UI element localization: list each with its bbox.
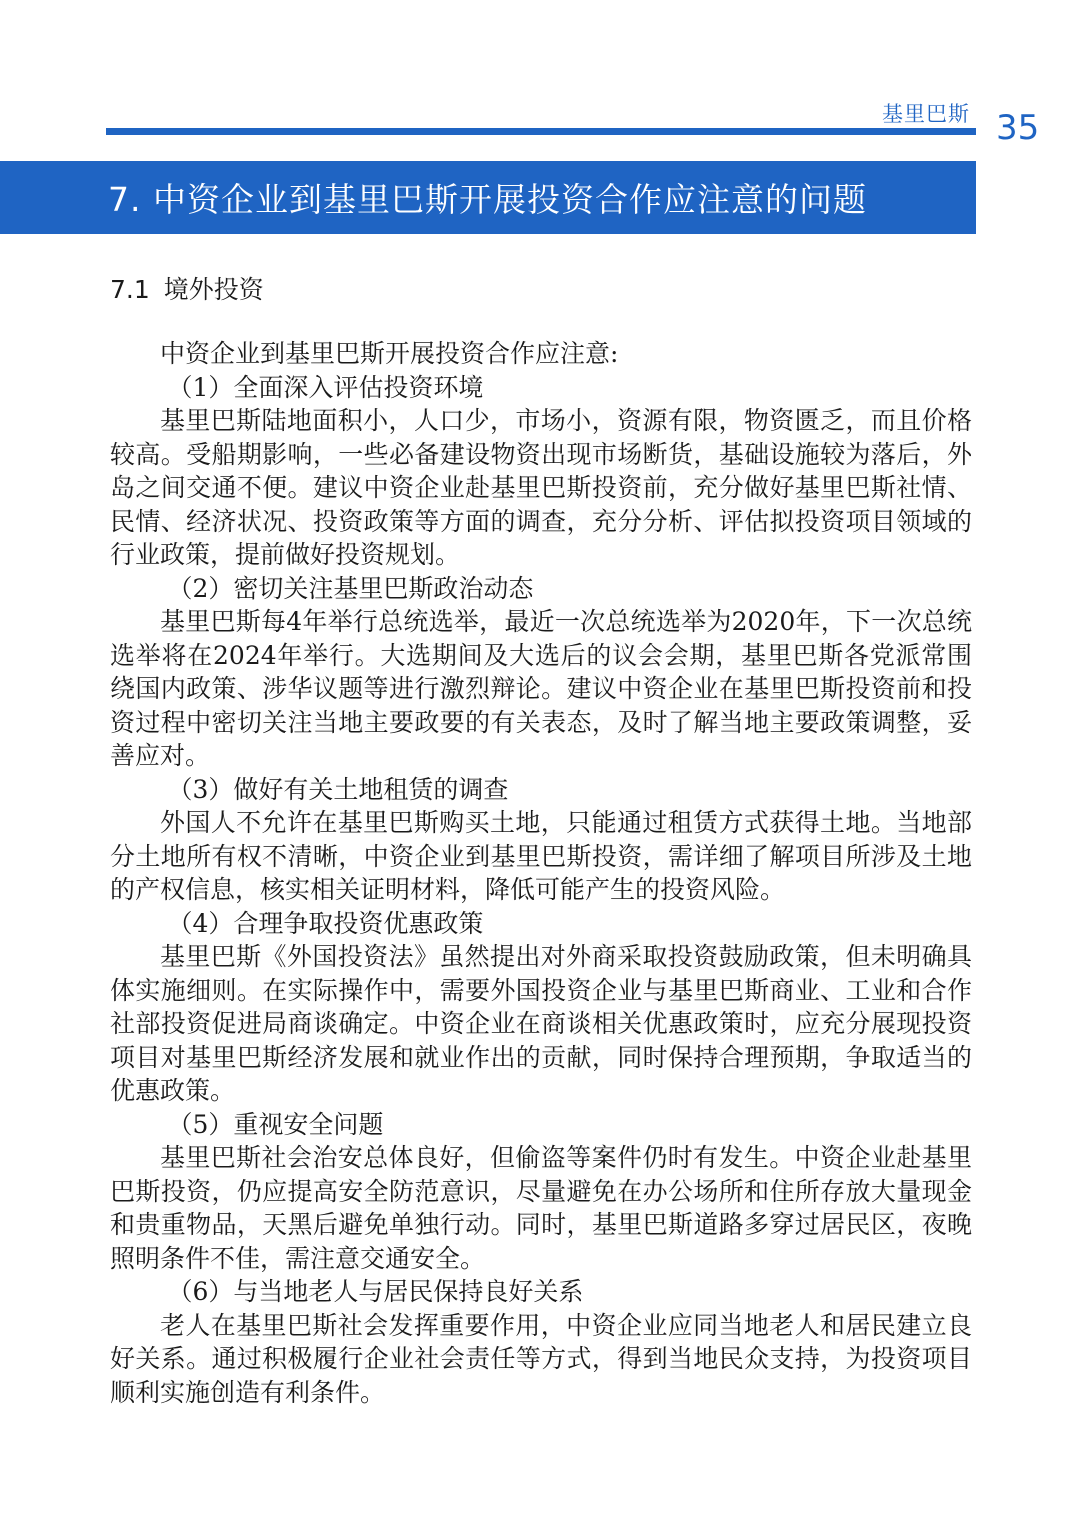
item-heading: （3）做好有关土地租赁的调查 xyxy=(167,774,509,804)
item-heading: （1）全面深入评估投资环境 xyxy=(167,372,484,402)
running-title: 基里巴斯 xyxy=(882,102,970,126)
intro-paragraph: 中资企业到基里巴斯开展投资合作应注意: xyxy=(160,339,619,368)
header-rule xyxy=(106,128,976,135)
item-paragraph: 基里巴斯《外国投资法》虽然提出对外商采取投资鼓励政策，但未明确具体实施细则。在实际操作中，需要外国投资企业与基里巴斯商业、工业和合作社部投资促进局商谈确定。中资企业在商谈相关优惠政策时，应充分展现投资项目对基里巴斯经济发展和就业作出的贡献，同时保持合理预期，争取适当的优惠政策。 xyxy=(110,942,972,1105)
chapter-banner xyxy=(0,161,976,234)
item-paragraph: 老人在基里巴斯社会发挥重要作用，中资企业应同当地老人和居民建立良好关系。通过积极履行企业社会责任等方式，得到当地民众支持，为投资项目顺利实施创造有利条件。 xyxy=(110,1310,972,1407)
item-heading: （4）合理争取投资优惠政策 xyxy=(167,908,484,938)
section-number: 7.1 xyxy=(110,275,150,304)
section-title: 境外投资 xyxy=(163,275,264,304)
page-number: 35 xyxy=(996,108,1040,148)
section-heading xyxy=(110,270,264,306)
item-paragraph: 基里巴斯每4年举行总统选举，最近一次总统选举为2020年，下一次总统选举将在2024年举行。大选期间及大选后的议会会期，基里巴斯各党派常围绕国内政策、涉华议题等进行激烈辩论。建议中资企业在基里巴斯投资前和投资过程中密切关注当地主要政要的有关表态，及时了解当地主要政策调整，妥善应对。 xyxy=(110,607,972,770)
item-heading: （2）密切关注基里巴斯政治动态 xyxy=(167,573,534,603)
body-text xyxy=(110,337,972,1409)
item-paragraph: 基里巴斯陆地面积小，人口少，市场小，资源有限，物资匮乏，而且价格较高。受船期影响，一些必备建设物资出现市场断货，基础设施较为落后，外岛之间交通不便。建议中资企业赴基里巴斯投资前，充分做好基里巴斯社情、民情、经济状况、投资政策等方面的调查，充分分析、评估拟投资项目领域的行业政策，提前做好投资规划。 xyxy=(110,406,972,569)
chapter-title: 7. 中资企业到基里巴斯开展投资合作应注意的问题 xyxy=(108,180,867,219)
item-paragraph: 基里巴斯社会治安总体良好，但偷盗等案件仍时有发生。中资企业赴基里巴斯投资，仍应提高安全防范意识，尽量避免在办公场所和住所存放大量现金和贵重物品，天黑后避免单独行动。同时，基里巴斯道路多穿过居民区，夜晚照明条件不佳，需注意交通安全。 xyxy=(110,1143,972,1273)
item-heading: （5）重视安全问题 xyxy=(167,1109,384,1139)
item-paragraph: 外国人不允许在基里巴斯购买土地，只能通过租赁方式获得土地。当地部分土地所有权不清晰，中资企业到基里巴斯投资，需详细了解项目所涉及土地的产权信息，核实相关证明材料，降低可能产生的投资风险。 xyxy=(110,808,972,904)
item-heading: （6）与当地老人与居民保持良好关系 xyxy=(167,1277,584,1306)
